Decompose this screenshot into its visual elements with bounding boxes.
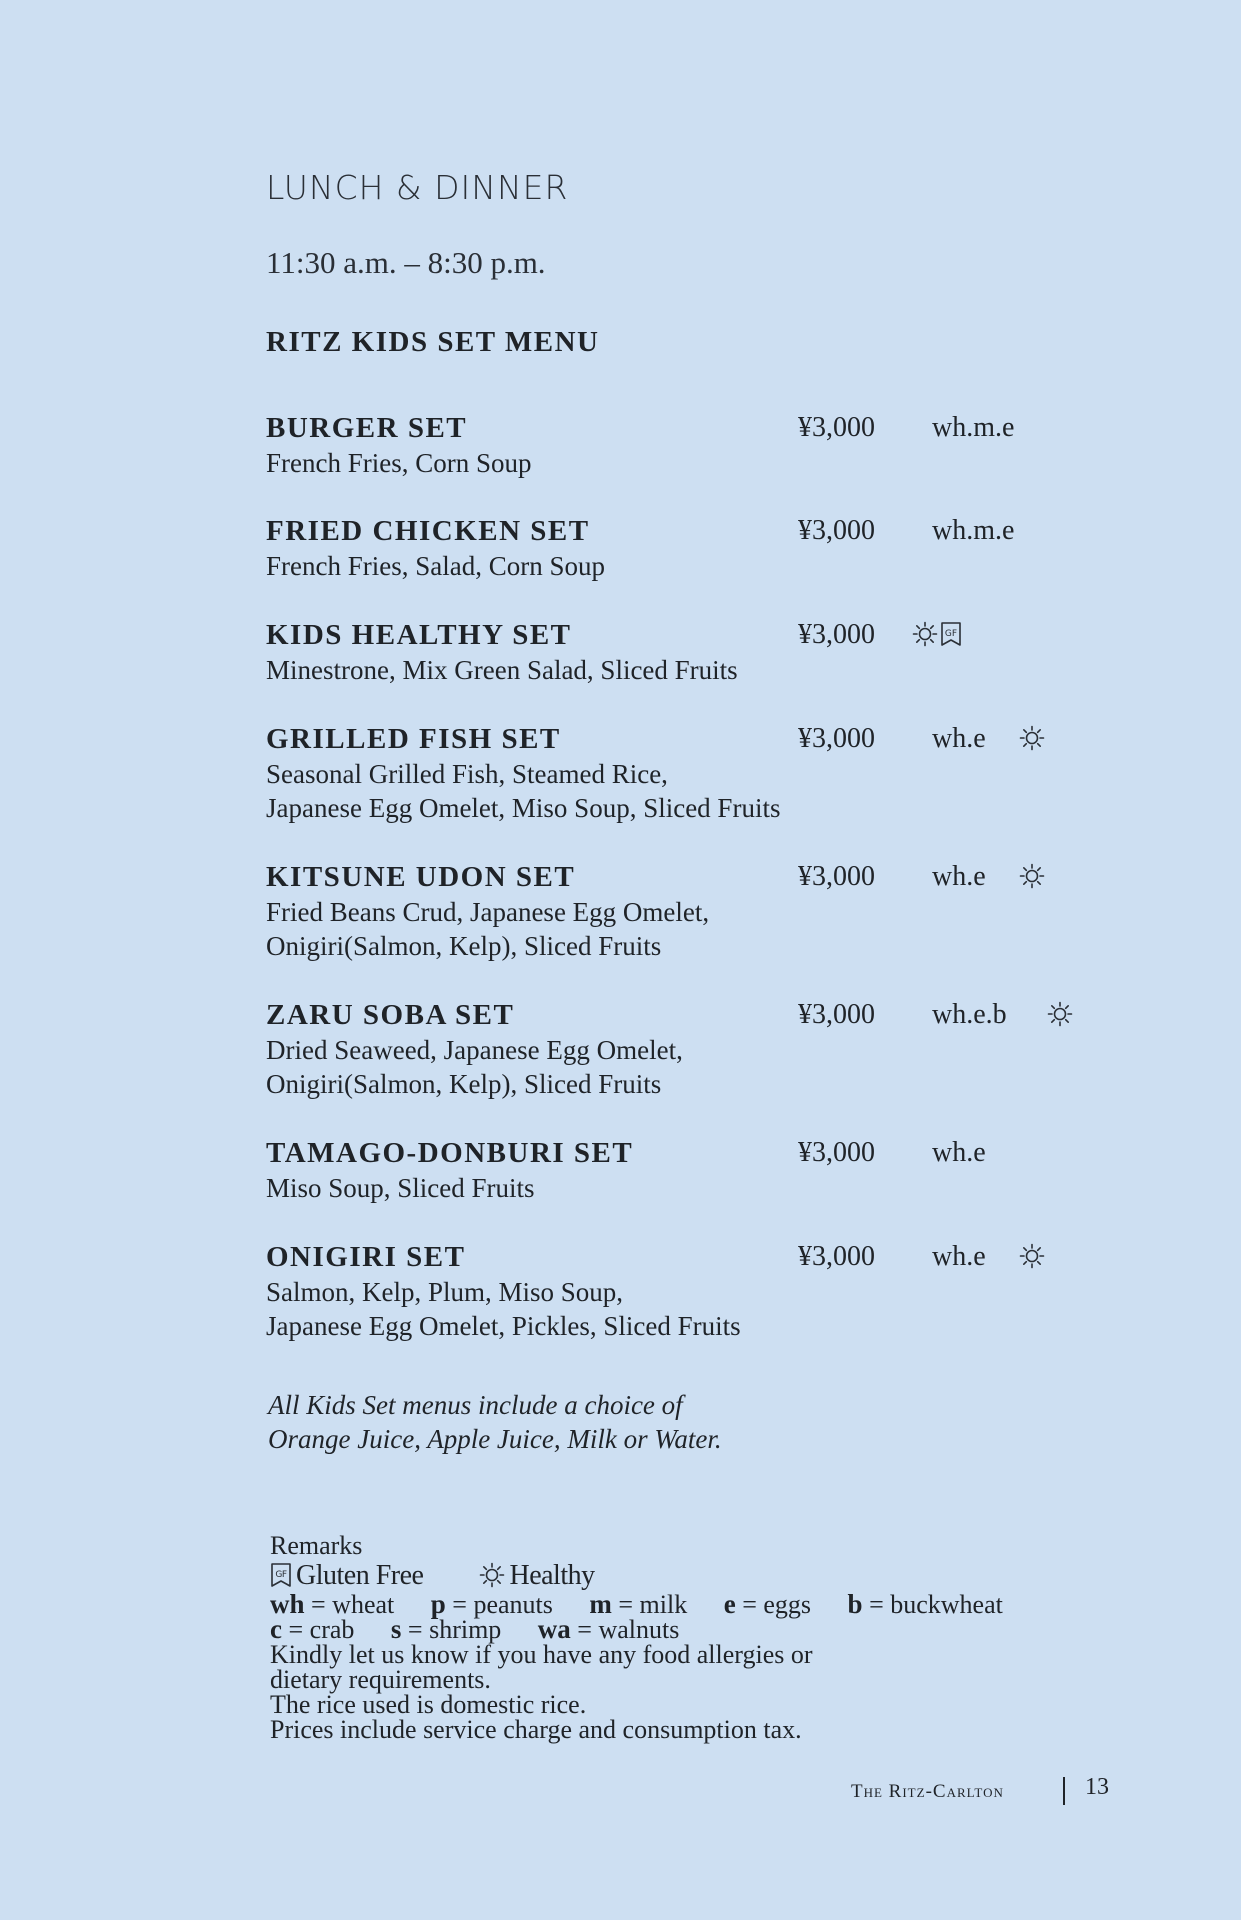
item-description-line: Fried Beans Crud, Japanese Egg Omelet,	[266, 897, 710, 927]
item-price: ¥3,000	[798, 515, 875, 546]
item-name: FRIED CHICKEN SET	[266, 515, 590, 547]
healthy-icon	[1047, 1001, 1073, 1027]
healthy-icon	[1019, 863, 1045, 889]
item-name: ONIGIRI SET	[266, 1241, 466, 1273]
item-description-line: Onigiri(Salmon, Kelp), Sliced Fruits	[266, 931, 662, 961]
allergen-meaning: = walnuts	[577, 1615, 680, 1644]
healthy-icon	[912, 621, 938, 647]
item-description	[266, 446, 886, 480]
item-description-line: Minestrone, Mix Green Salad, Sliced Fruits	[266, 655, 738, 685]
allergen-meaning: = wheat	[311, 1590, 395, 1619]
item-allergens: wh.e.b	[932, 999, 1007, 1030]
gluten-free-icon	[940, 621, 962, 647]
remarks-title: Remarks	[270, 1531, 363, 1560]
allergen-abbr: c	[270, 1614, 282, 1644]
item-description	[266, 895, 886, 963]
item-name: KIDS HEALTHY SET	[266, 619, 572, 651]
rice-notice: The rice used is domestic rice.	[270, 1690, 587, 1719]
item-description	[266, 1171, 886, 1205]
item-allergens: wh.e	[932, 1137, 986, 1168]
allergen-abbr: p	[430, 1589, 446, 1619]
drinks-note-line: Orange Juice, Apple Juice, Milk or Water.	[268, 1424, 722, 1454]
allergen-abbr: e	[723, 1589, 736, 1619]
drinks-note-line: All Kids Set menus include a choice of	[268, 1390, 683, 1420]
allergen-meaning: = eggs	[742, 1590, 812, 1619]
item-allergens: wh.m.e	[932, 515, 1015, 546]
item-price: ¥3,000	[798, 412, 875, 443]
allergen-meaning: = buckwheat	[869, 1590, 1003, 1619]
allergy-notice-line: dietary requirements.	[270, 1665, 491, 1694]
remarks-section	[270, 1533, 1070, 1742]
item-description-line: Japanese Egg Omelet, Pickles, Sliced Fruits	[266, 1311, 741, 1341]
item-name: KITSUNE UDON SET	[266, 861, 576, 893]
legend-healthy-label: Healthy	[509, 1559, 595, 1591]
item-price: ¥3,000	[798, 999, 875, 1030]
item-price: ¥3,000	[798, 861, 875, 892]
page-number: 13	[1085, 1774, 1109, 1800]
item-price: ¥3,000	[798, 1137, 875, 1168]
item-allergens: wh.m.e	[932, 412, 1015, 443]
item-description	[266, 653, 886, 687]
item-allergens: wh.e	[932, 723, 986, 754]
legend-healthy	[479, 1559, 595, 1591]
item-description	[266, 1033, 886, 1101]
item-description-line: Salmon, Kelp, Plum, Miso Soup,	[266, 1277, 624, 1307]
healthy-icon	[1019, 725, 1045, 751]
allergen-meaning: = milk	[618, 1590, 688, 1619]
service-hours: 11:30 a.m. – 8:30 p.m.	[266, 245, 546, 280]
allergen-abbr: s	[390, 1614, 402, 1644]
allergen-key-row	[270, 1614, 1070, 1644]
item-description	[266, 549, 886, 583]
allergy-notice-line: Kindly let us know if you have any food allergies or	[270, 1640, 813, 1669]
item-allergens: wh.e	[932, 861, 986, 892]
item-name: BURGER SET	[266, 412, 468, 444]
item-allergens: wh.e	[932, 1241, 986, 1272]
item-badges	[1019, 725, 1045, 751]
allergen-abbr: b	[847, 1589, 863, 1619]
legend-gluten-free-label: Gluten Free	[296, 1559, 424, 1591]
item-price: ¥3,000	[798, 723, 875, 754]
allergen-abbr: wh	[270, 1589, 305, 1619]
item-description	[266, 757, 886, 825]
item-name: TAMAGO-DONBURI SET	[266, 1137, 634, 1169]
item-description	[266, 1275, 886, 1343]
item-price: ¥3,000	[798, 619, 875, 650]
item-name: ZARU SOBA SET	[266, 999, 515, 1031]
item-badges	[1019, 1243, 1045, 1269]
item-description-line: Seasonal Grilled Fish, Steamed Rice,	[266, 759, 668, 789]
item-description-line: French Fries, Corn Soup	[266, 448, 532, 478]
gluten-free-icon	[270, 1562, 292, 1588]
item-badges	[1019, 863, 1045, 889]
footer-brand: The Ritz-Carlton	[851, 1781, 1004, 1802]
drinks-note	[268, 1388, 722, 1456]
section-title: LUNCH & DINNER	[266, 168, 569, 207]
item-description-line: Dried Seaweed, Japanese Egg Omelet,	[266, 1035, 683, 1065]
item-name: GRILLED FISH SET	[266, 723, 561, 755]
legend-gluten-free	[270, 1559, 424, 1591]
item-description-line: French Fries, Salad, Corn Soup	[266, 551, 605, 581]
icon-legend	[270, 1559, 1070, 1591]
allergen-abbr: m	[589, 1589, 612, 1619]
item-description-line: Onigiri(Salmon, Kelp), Sliced Fruits	[266, 1069, 662, 1099]
item-description-line: Miso Soup, Sliced Fruits	[266, 1173, 535, 1203]
item-description-line: Japanese Egg Omelet, Miso Soup, Sliced Fruits	[266, 793, 781, 823]
allergen-meaning: = crab	[288, 1615, 355, 1644]
price-notice: Prices include service charge and consumption tax.	[270, 1715, 802, 1744]
allergen-meaning: = peanuts	[452, 1590, 553, 1619]
healthy-icon	[1019, 1243, 1045, 1269]
menu-title: RITZ KIDS SET MENU	[266, 326, 600, 358]
allergen-abbr: wa	[537, 1614, 571, 1644]
footer-divider	[1063, 1777, 1065, 1805]
healthy-icon	[479, 1562, 505, 1588]
item-badges	[912, 621, 962, 647]
item-badges	[1047, 1001, 1073, 1027]
item-price: ¥3,000	[798, 1241, 875, 1272]
allergen-meaning: = shrimp	[407, 1615, 502, 1644]
